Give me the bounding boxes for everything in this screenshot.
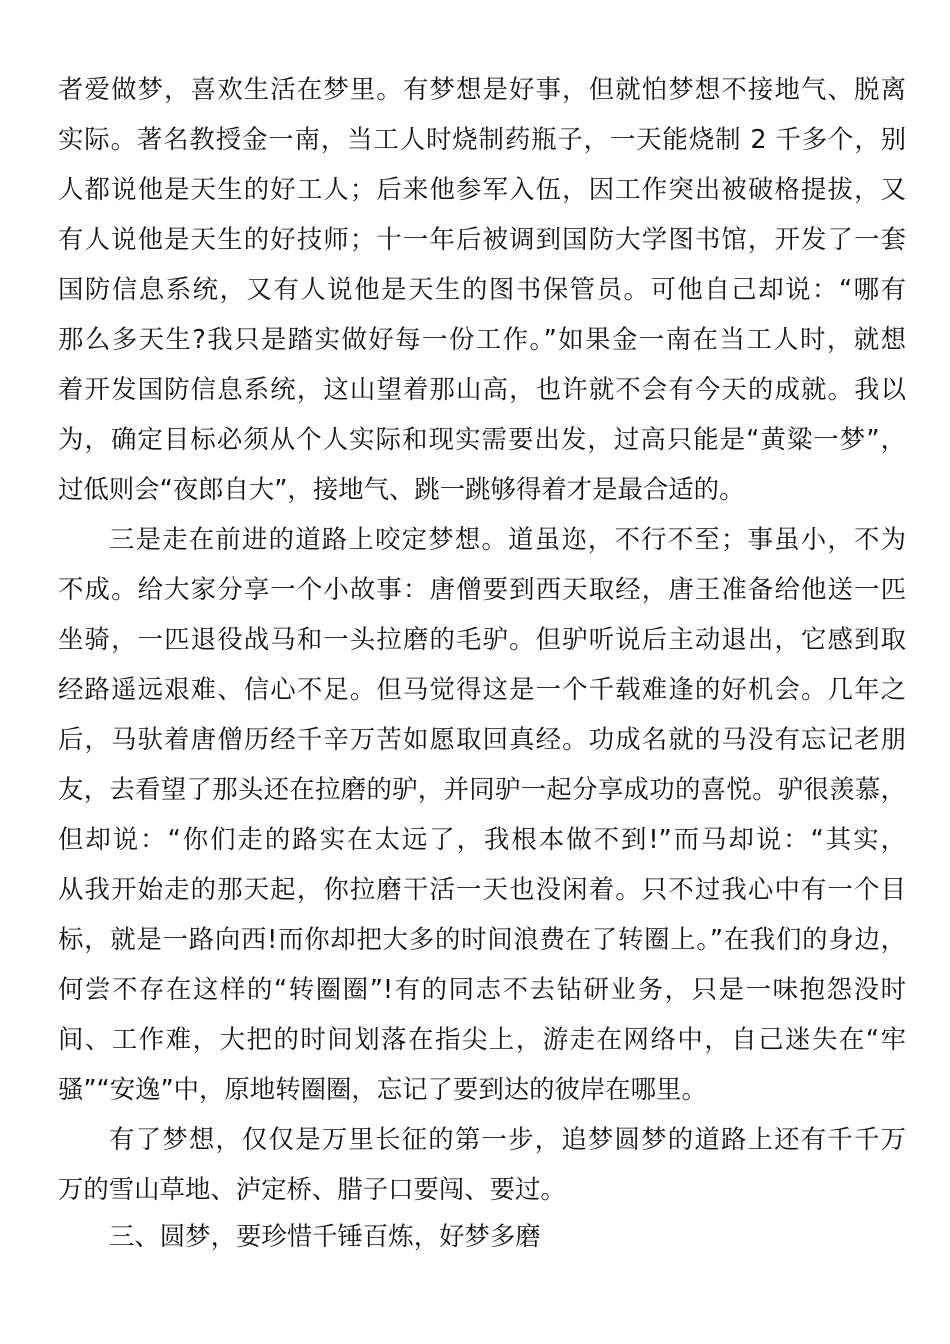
- text-line: 者爱做梦，喜欢生活在梦里。有梦想是好事，但就怕梦想不接地气、脱离: [58, 74, 906, 104]
- text-line: 友，去看望了那头还在拉磨的驴，并同驴一起分享成功的喜悦。驴很羡慕，: [58, 774, 906, 804]
- section-heading: 三、圆梦，要珍惜千锤百炼，好梦多磨: [109, 1221, 541, 1251]
- paragraph-1: [58, 64, 906, 514]
- text-line: 后，马驮着唐僧历经千辛万苦如愿取回真经。功成名就的马没有忘记老朋: [58, 724, 906, 754]
- text-line: 实际。著名教授金一南，当工人时烧制药瓶子，一天能烧制 2 千多个，别: [58, 124, 906, 154]
- text-line: 经路遥远艰难、信心不足。但马觉得这是一个千载难逢的好机会。几年之: [58, 674, 906, 704]
- text-line: 着开发国防信息系统，这山望着那山高，也许就不会有今天的成就。我以: [58, 374, 906, 404]
- text-line: 过低则会“夜郎自大”，接地气、跳一跳够得着才是最合适的。: [58, 474, 745, 504]
- text-line: 那么多天生?我只是踏实做好每一份工作。”如果金一南在当工人时，就想: [58, 324, 906, 354]
- text-line: 不成。给大家分享一个小故事：唐僧要到西天取经，唐王准备给他送一匹: [58, 574, 906, 604]
- text-line: 万的雪山草地、泸定桥、腊子口要闯、要过。: [58, 1174, 566, 1204]
- text-line: 为，确定目标必须从个人实际和现实需要出发，过高只能是“黄粱一梦”，: [58, 424, 906, 454]
- text-line: 有了梦想，仅仅是万里长征的第一步，追梦圆梦的道路上还有千千万: [109, 1124, 906, 1154]
- text-line: 骚”“安逸”中，原地转圈圈，忘记了要到达的彼岸在哪里。: [58, 1074, 707, 1104]
- text-line: 坐骑，一匹退役战马和一头拉磨的毛驴。但驴听说后主动退出，它感到取: [58, 624, 906, 654]
- text-line: 三是走在前进的道路上咬定梦想。道虽迩，不行不至；事虽小，不为: [109, 524, 906, 554]
- paragraph-3: [58, 1114, 906, 1214]
- text-line: 标，就是一路向西!而你却把大多的时间浪费在了转圈上。”在我们的身边，: [58, 924, 906, 954]
- paragraph-2: [58, 514, 906, 1114]
- text-line: 间、工作难，大把的时间划落在指尖上，游走在网络中，自己迷失在“牢: [58, 1024, 906, 1054]
- text-line: 人都说他是天生的好工人；后来他参军入伍，因工作突出被破格提拔，又: [58, 174, 906, 204]
- text-line: 但却说：“你们走的路实在太远了，我根本做不到!”而马却说：“其实，: [58, 824, 906, 854]
- text-line: 国防信息系统，又有人说他是天生的图书保管员。可他自己却说：“哪有: [58, 274, 906, 304]
- text-line: 从我开始走的那天起，你拉磨干活一天也没闲着。只不过我心中有一个目: [58, 874, 906, 904]
- text-line: 有人说他是天生的好技师；十一年后被调到国防大学图书馆，开发了一套: [58, 224, 906, 254]
- text-line: 何尝不存在这样的“转圈圈”!有的同志不去钻研业务，只是一味抱怨没时: [58, 974, 906, 1004]
- body-text: [58, 64, 906, 1214]
